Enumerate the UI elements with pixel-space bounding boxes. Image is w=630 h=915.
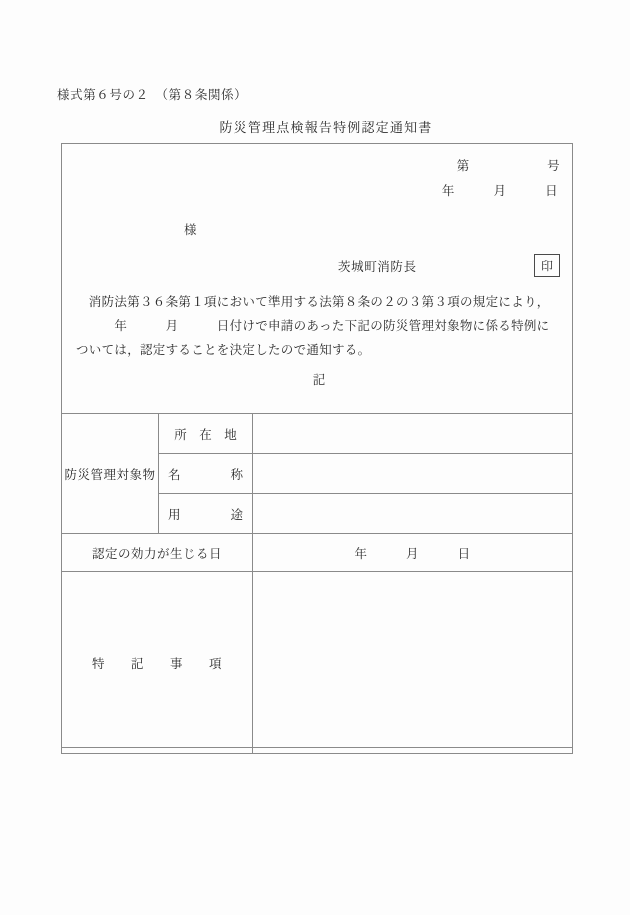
document-title: 防災管理点検報告特例認定通知書 [219,120,433,135]
notice-body-line-2: 年 月 日付けで申請のあった下記の防災管理対象物に係る特例については，認定することを決定したので通知する。 [76,319,550,357]
form-number: 様式第６号の２ （第８条関係） [57,88,248,102]
notice-frame [61,143,573,748]
effective-date-value[interactable]: 年 月 日 [253,534,573,572]
table-row [62,534,573,572]
location-label: 所 在 地 [159,414,253,454]
location-value[interactable] [253,414,573,454]
name-value[interactable] [253,454,573,494]
notice-body [76,290,560,362]
notice-upper-section [62,144,572,413]
issuer-name: 茨城町消防長 [338,260,417,274]
remarks-label: 特 記 事 項 [62,572,253,754]
table-row [62,572,573,754]
notice-body-line-1: 消防法第３６条第１項において準用する法第８条の２の３第３項の規定により， [76,295,550,309]
name-label: 名 称 [159,454,253,494]
subject-category-label: 防災管理対象物 [62,414,159,534]
issuer-row [62,256,572,284]
issue-date-field: 年 月 日 [441,184,558,198]
ki-mark: 記 [312,373,326,387]
remarks-value[interactable] [253,572,573,754]
document-number-field: 第 号 [456,159,560,173]
effective-date-label: 認定の効力が生じる日 [62,534,253,572]
usage-label: 用 途 [159,494,253,534]
table-row [62,414,573,454]
addressee-honorific: 様 [184,223,197,237]
details-table [61,413,573,754]
usage-value[interactable] [253,494,573,534]
seal-stamp-box: 印 [534,254,560,277]
